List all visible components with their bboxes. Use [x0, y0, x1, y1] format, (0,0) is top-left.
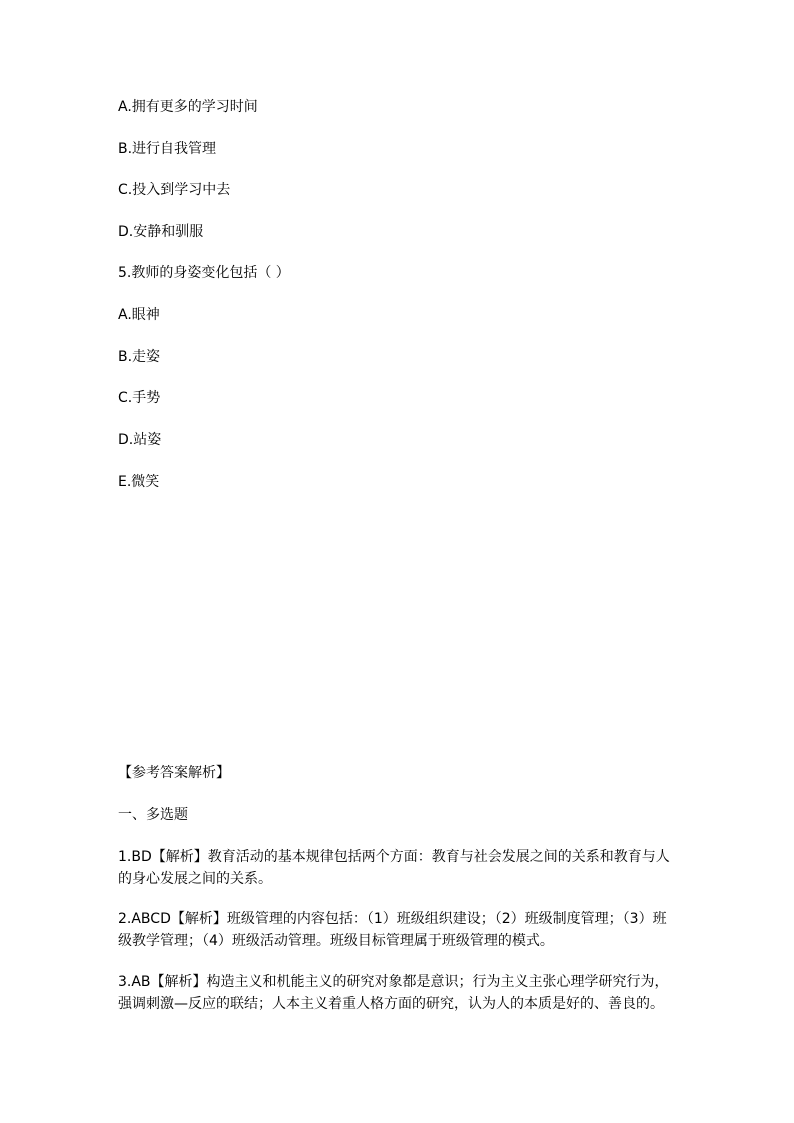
- answer-item-1: 1.BD【解析】教育活动的基本规律包括两个方面：教育与社会发展之间的关系和教育与人的身心发展之间的关系。: [118, 849, 670, 887]
- q5-option-d: D.站姿: [118, 432, 162, 448]
- answer-item-2: 2.ABCD【解析】班级管理的内容包括：（1）班级组织建设；（2）班级制度管理；（3）班级教学管理；（4）班级活动管理。班级目标管理属于班级管理的模式。: [118, 911, 667, 949]
- answers-title: 【参考答案解析】: [118, 765, 230, 781]
- q4-option-a: A.拥有更多的学习时间: [118, 99, 258, 115]
- q5-option-e: E.微笑: [118, 474, 160, 490]
- q4-option-c: C.投入到学习中去: [118, 182, 231, 198]
- q5-option-c: C.手势: [118, 390, 161, 406]
- q5-option-b: B.走姿: [118, 349, 161, 365]
- q5-option-a: A.眼神: [118, 307, 160, 323]
- answers-section: 一、多选题: [118, 807, 188, 823]
- q5-stem: 5.教师的身姿变化包括（ ）: [118, 265, 290, 281]
- q4-option-b: B.进行自我管理: [118, 141, 217, 157]
- q4-option-d: D.安静和驯服: [118, 224, 204, 240]
- answer-item-3: 3.AB【解析】构造主义和机能主义的研究对象都是意识；行为主义主张心理学研究行为，强调刺激—反应的联结；人本主义着重人格方面的研究，认为人的本质是好的、善良的。: [118, 974, 669, 1012]
